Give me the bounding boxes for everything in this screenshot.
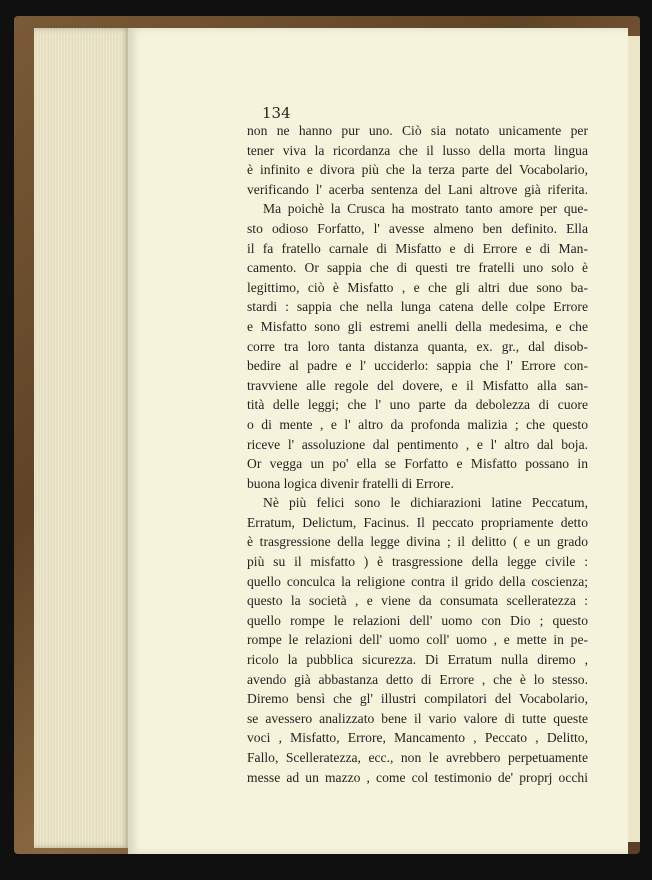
text-line: se avessero analizzato bene il vario valore di tutte queste <box>247 710 588 726</box>
text-line: quello rompe le relazioni dell' uomo con Dio ; questo <box>247 612 588 628</box>
text-line: Or vegga un po' ella se Forfatto e Misfatto possano in <box>247 456 588 472</box>
text-line: travviene alle regole del dovere, e il Misfatto alla san- <box>247 377 588 393</box>
text-line: riceve l' assoluzione dal pentimento , e l' altro dal boja. <box>247 436 588 452</box>
text-line: è infinito e divora più che la terza parte del Vocabolario, <box>247 162 588 178</box>
text-line: Diremo bensì che gl' illustri compilatori del Vocabolario, <box>247 691 588 707</box>
text-line: bedire al padre e l' ucciderlo: sappia che l' Errore con- <box>247 358 588 374</box>
text-line: e Misfatto sono gli estremi anelli della medesima, e che <box>247 318 588 334</box>
text-line: avendo già abbastanza detto di Errore , che è lo stesso. <box>247 671 588 687</box>
text-line: stardi : sappia che nella lunga catena delle colpe Errore <box>247 299 588 315</box>
text-line: sto odioso Forfatto, l' avesse almeno ben definito. Ella <box>247 220 588 236</box>
text-line: quello conculca la religione contra il grido della coscienza; <box>247 573 588 589</box>
text-line: rompe le relazioni dell' uomo coll' uomo , e mette in pe- <box>247 632 588 648</box>
text-line: il fa fratello carnale di Misfatto e di Errore e di Man- <box>247 240 588 256</box>
text-line: buona logica divenir fratelli di Errore. <box>247 475 454 491</box>
text-line: o di mente , e l' altro da profonda malizia ; che questo <box>247 416 588 432</box>
text-line: camento. Or sappia che di questi tre fratelli uno solo è <box>247 260 588 276</box>
text-line: tener viva la ricordanza che il lusso della morta lingua <box>247 142 588 158</box>
text-line: corre tra loro tanta distanza quanta, ex. gr., dal disob- <box>247 338 588 354</box>
text-line: questo la società , e viene da consumata scelleratezza : <box>247 593 588 609</box>
page-edges <box>34 28 130 848</box>
text-line: verificando l' acerba sentenza del Lani altrove già riferita. <box>247 181 588 197</box>
text-line: messe ad un mazzo , come col testimonio de' proprj occhi <box>247 769 588 785</box>
text-line: non ne hanno pur uno. Ciò sia notato unicamente per <box>247 123 588 138</box>
text-line: più su il misfatto ) è trasgressione della legge civile : <box>247 554 588 570</box>
text-line: ricolo la pubblica sicurezza. Di Erratum nulla diremo , <box>247 652 588 668</box>
page-text <box>247 121 588 787</box>
text-line: legittimo, ciò è Misfatto , e che gli altri due sono ba- <box>247 279 588 295</box>
text-line: Erratum, Delictum, Facinus. Il peccato propriamente detto <box>247 514 588 530</box>
text-line: Fallo, Scelleratezza, ecc., non le avrebbero perpetuamente <box>247 750 588 765</box>
text-line: tità delle leggi; che l' uno parte da debolezza di cuore <box>247 397 588 413</box>
text-line: Ma poichè la Crusca ha mostrato tanto amore per que- <box>263 201 588 217</box>
text-line: è trasgressione della legge divina ; il delitto ( e un grado <box>247 534 588 550</box>
text-line: Nè più felici sono le dichiarazioni latine Peccatum, <box>263 495 588 511</box>
text-line: voci , Misfatto, Errore, Mancamento , Peccato , Delitto, <box>247 730 588 746</box>
facing-page-edge <box>628 36 640 842</box>
page-number: 134 <box>262 104 291 122</box>
